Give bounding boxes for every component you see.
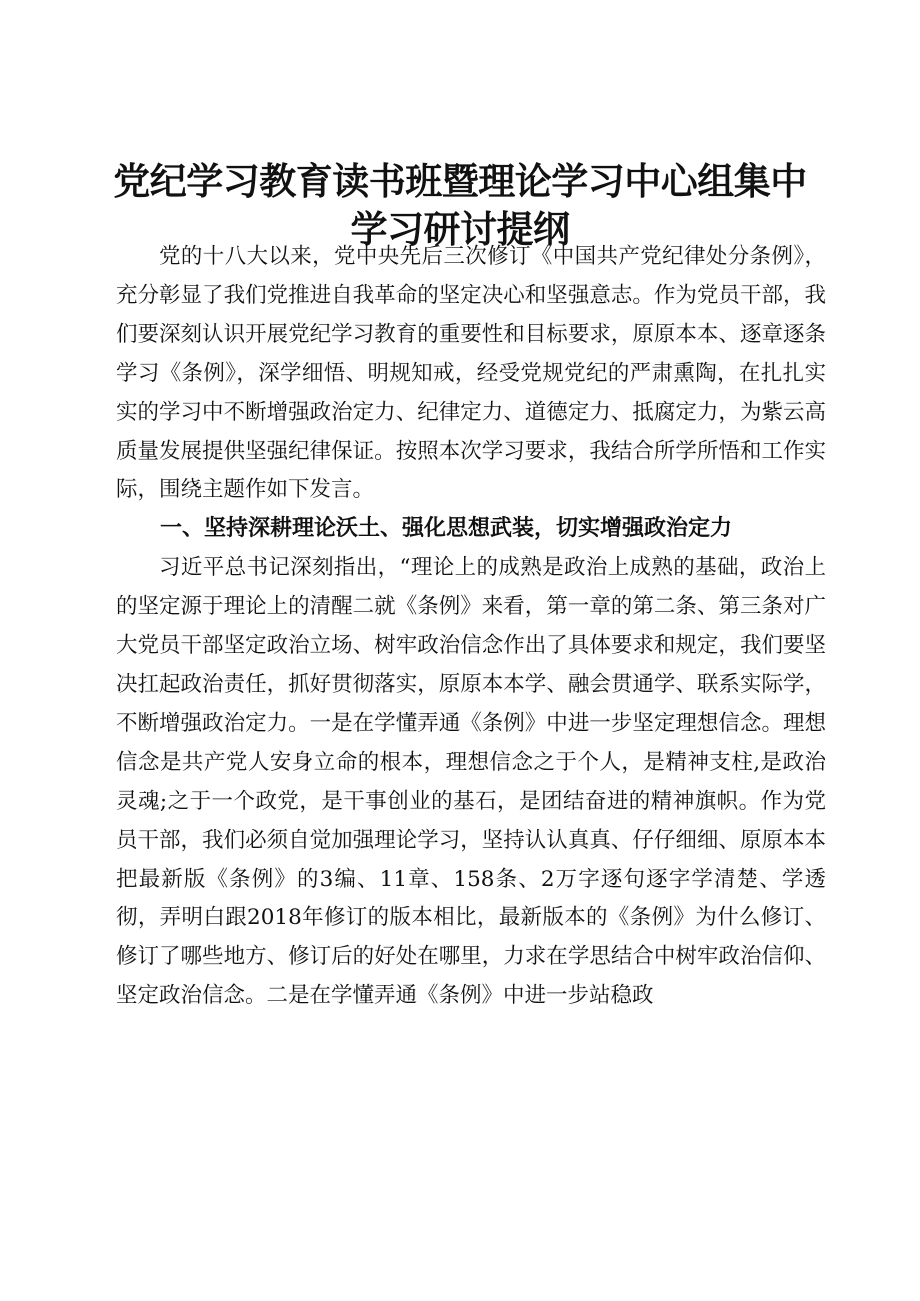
body-paragraph: 习近平总书记深刻指出，“理论上的成熟是政治上成熟的基础，政治上的坚定源于理论上的清醒二就《条例》来看，第一章的第二条、第三条对广大党员干部坚定政治立场、树牢政治信念作出了具体要求和规定，我们要坚决扛起政治责任，抓好贯彻落实，原原本本学、融会贯通学、联系实际学，不断增强政治定力。一是在学懂弄通《条例》中进一步坚定理想信念。理想信念是共产党人安身立命的根本，理想信念之于个人，是精神支柱,是政治灵魂;之于一个政党，是干事创业的基石，是团结奋进的精神旗帜。作为党员干部，我们必须自觉加强理论学习，坚持认认真真、仔仔细细、原原本本把最新版《条例》的3编、11章、158条、2万字逐句逐字学清楚、学透彻，弄明白跟2018年修订的版本相比，最新版本的《条例》为什么修订、修订了哪些地方、修订后的好处在哪里，力求在学思结合中树牢政治信仰、坚定政治信念。二是在学懂弄通《条例》中进一步站稳政 bbox=[116, 555, 826, 1009]
section-heading: 一、坚持深耕理论沃土、强化思想武装，切实增强政治定力 bbox=[160, 516, 733, 542]
document-title: 党纪学习教育读书班暨理论学习中心组集中学习研讨提纲 bbox=[113, 160, 807, 251]
document-body bbox=[116, 238, 826, 1016]
intro-paragraph: 党的十八大以来，党中央先后三次修订《中国共产党纪律处分条例》，充分彰显了我们党推进自我革命的坚定决心和坚强意志。作为党员干部，我们要深刻认识开展党纪学习教育的重要性和目标要求，原原本本、逐章逐条学习《条例》，深学细悟、明规知戒，经受党规党纪的严肃熏陶，在扎扎实实的学习中不断增强政治定力、纪律定力、道德定力、抵腐定力，为紫云高质量发展提供坚强纪律保证。按照本次学习要求，我结合所学所悟和工作实际，围绕主题作如下发言。 bbox=[116, 244, 826, 503]
